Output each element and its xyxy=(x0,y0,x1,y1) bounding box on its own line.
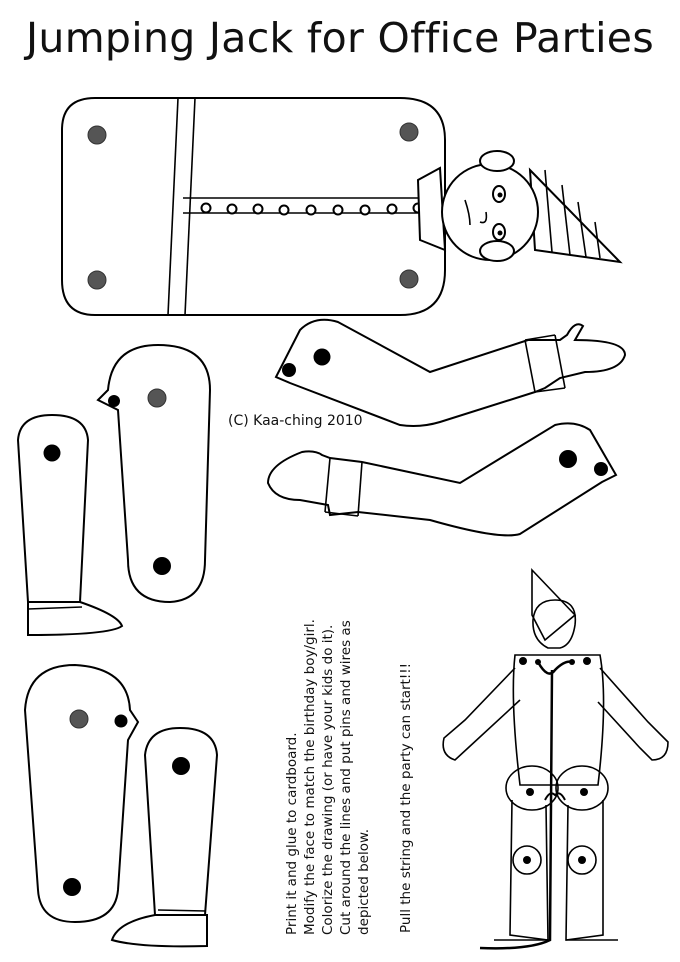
thigh-piece-top xyxy=(98,345,210,602)
pin-hole xyxy=(88,126,106,144)
instruction-line: Print it and glue to cardboard. xyxy=(284,732,300,935)
pin-hole xyxy=(400,270,418,288)
assembly-diagram xyxy=(443,570,668,948)
pull-string-note: Pull the string and the party can start!!! xyxy=(398,662,414,933)
button-row xyxy=(202,204,423,215)
torso-piece xyxy=(62,98,445,315)
instruction-line: Colorize the drawing (or have your kids do it). xyxy=(320,624,336,935)
pin-hole xyxy=(153,557,171,575)
instruction-line: Modify the face to match the birthday boy/girl. xyxy=(302,619,318,935)
copyright-notice: (C) Kaa-ching 2010 xyxy=(228,413,363,429)
thigh-piece-bottom xyxy=(25,665,138,922)
instruction-line: depicted below. xyxy=(356,828,372,935)
pin-hole xyxy=(400,123,418,141)
pin-hole xyxy=(148,389,166,407)
page-title: Jumping Jack for Office Parties xyxy=(26,14,654,62)
pin-hole xyxy=(44,445,61,462)
shin-piece-top xyxy=(18,415,122,635)
pin-hole xyxy=(172,757,190,775)
pin-hole xyxy=(314,349,331,366)
pin-hole xyxy=(559,450,577,468)
pin-hole xyxy=(88,271,106,289)
pin-hole xyxy=(282,363,296,377)
arm-piece-top xyxy=(276,320,625,426)
pin-hole xyxy=(115,715,128,728)
head-piece xyxy=(418,151,620,262)
shin-piece-bottom xyxy=(112,728,217,946)
pin-hole xyxy=(594,462,608,476)
pin-hole xyxy=(108,395,120,407)
instruction-line: Cut around the lines and put pins and wires as xyxy=(338,620,354,935)
instructions-block xyxy=(283,535,373,935)
pin-hole xyxy=(63,878,81,896)
arm-piece-middle xyxy=(268,423,616,535)
pin-hole xyxy=(70,710,88,728)
